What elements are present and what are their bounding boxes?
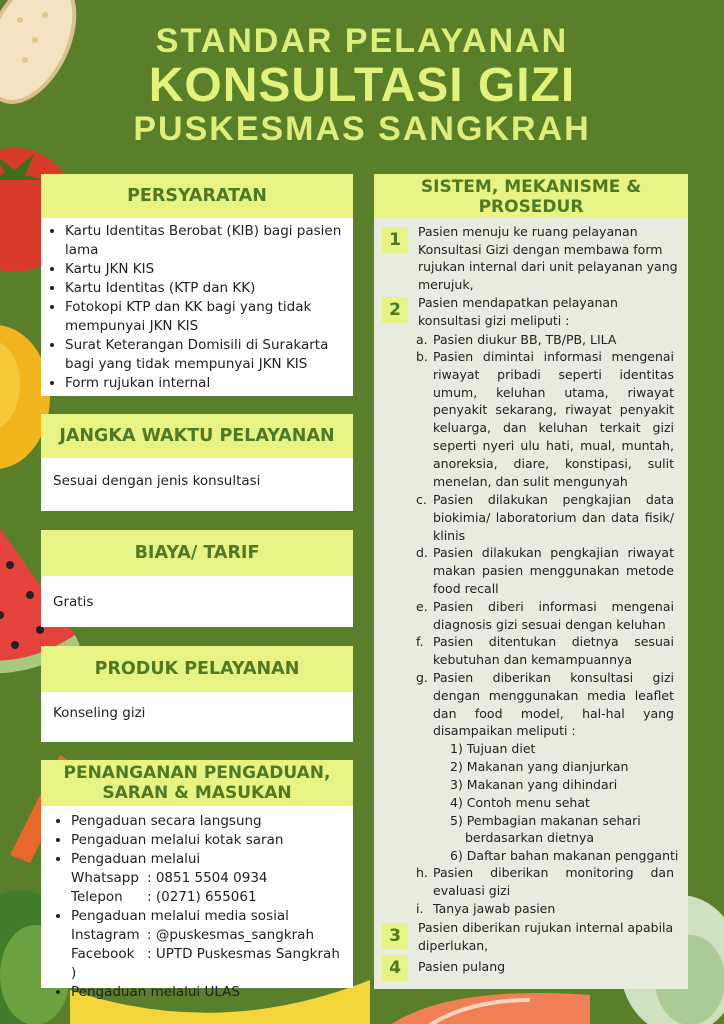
biaya-card [41,530,353,627]
produk-card [41,646,353,742]
sub-step-d [416,544,674,597]
telepon-label: Telepon [71,889,123,905]
step-text: Pasien menuju ke ruang pelayanan Konsultasi Gizi dengan membawa form rujukan internal dari unit pelayanan yang merujuk, [418,224,678,292]
numbered-item: 5) Pembagian makanan sehari [450,813,641,828]
numbered-item: 3) Makanan yang dihindari [450,777,618,792]
list-item: • Surat Keterangan Domisili di Surakarta bagi yang tidak mempunyai JKN KIS [65,336,343,374]
sub-step-g [416,669,674,740]
step-number: 1 [382,227,408,253]
sub-step-text: Pasien dilakukan pengkajian riwayat makan pasien menggunakan metode food recall [433,545,674,596]
instagram-label: Instagram [71,927,140,943]
sub-step-f [416,633,674,669]
step-number: 2 [382,297,408,323]
sub-step-letter: c. [416,492,427,507]
sub-step-letter: a. [416,332,428,347]
sub-step-text: Pasien ditentukan dietnya sesuai kebutuhan dan kemampuannya [433,634,674,667]
numbered-item: 4) Contoh menu sehat [450,795,590,810]
sub-step-letter: h. [416,865,428,880]
list-item-label: Pengaduan melalui [71,851,201,867]
title-line-1: STANDAR PELAYANAN [155,22,569,60]
list-item: • Pengaduan secara langsung [71,812,347,831]
sub-step-letter: g. [416,670,428,685]
sub-step-text: Pasien diukur BB, TB/PB, LILA [433,332,617,347]
prosedur-heading-line-2: PROSEDUR [478,197,584,217]
whatsapp-label: Whatsapp [71,870,139,886]
biaya-heading: BIAYA/ TARIF [41,530,353,576]
sub-step-text: Pasien diberikan monitoring dan evaluasi gizi [433,865,674,898]
numbered-item: 1) Tujuan diet [450,741,536,756]
biaya-text: Gratis [53,594,94,610]
list-item: • Kartu JKN KIS [65,260,343,279]
prosedur-heading [374,174,688,218]
list-item: • Form rujukan internal [65,374,343,393]
list-item: • Pengaduan melalui ULAS [71,983,347,1002]
step-number: 3 [382,923,408,949]
sub-step-text: Pasien dimintai informasi mengenai riwayat pribadi seperti identitas umum, keluhan utama, riwayat penyakit sekarang, riwayat penyakit keluarga, dan keluhan terkait gizi seperti nyeri ulu hati, mual, muntah, anoreksia, diare, konstipasi, sulit menelan, dan sulit mengunyah [433,349,674,489]
list-item [71,907,347,983]
sub-step-b [416,348,674,490]
sub-step-text: Tanya jawab pasien [433,901,556,916]
step-text: Pasien mendapatkan pelayanan konsultasi gizi meliputi : [418,295,618,328]
produk-text: Konseling gizi [53,705,146,721]
sub-step-letter: d. [416,545,428,560]
sub-step-h [416,864,674,900]
pengaduan-heading-line-2: SARAN & MASUKAN [102,783,292,803]
sub-step-letter: e. [416,599,428,614]
pengaduan-card [41,760,353,1000]
list-item: • Fotokopi KTP dan KK bagi yang tidak mempunyai JKN KIS [65,298,343,336]
facebook-label: Facebook [71,946,135,962]
persyaratan-heading: PERSYARATAN [41,174,353,218]
persyaratan-list [43,222,343,393]
pengaduan-heading [41,760,353,806]
facebook-value: : UPTD Puskesmas Sangkrah ) [71,946,340,981]
jangka-waktu-heading: JANGKA WAKTU PELAYANAN [41,414,353,458]
sub-step-text: Pasien dilakukan pengkajian data biokimia/ laboratorium dan data fisik/ klinis [433,492,674,543]
salmon-illustration [390,985,590,1024]
prosedur-card [374,174,688,989]
pengaduan-list [49,812,347,1002]
list-item [71,850,347,907]
numbered-item: 6) Daftar bahan makanan pengganti [450,848,679,863]
sub-step-text: Pasien diberi informasi mengenai diagnosis gizi sesuai dengan keluhan [433,599,674,632]
numbered-item: 2) Makanan yang dianjurkan [450,759,629,774]
sub-step-letter: f. [416,634,424,649]
jangka-waktu-card [41,414,353,511]
step-number: 4 [382,955,408,981]
sub-step-text: Pasien diberikan konsultasi gizi dengan menggunakan media leaflet dan food model, hal-hal yang disampaikan meliputi : [433,670,674,739]
title-line-3: PUSKESMAS SANGKRAH [133,110,591,148]
prosedur-heading-line-1: SISTEM, MEKANISME & [420,177,642,197]
step-text: Pasien pulang [418,959,506,974]
produk-heading: PRODUK PELAYANAN [41,646,353,692]
list-item-label: Pengaduan melalui media sosial [71,908,289,924]
list-item: • Kartu Identitas (KTP dan KK) [65,279,343,298]
sub-step-letter: b. [416,349,428,364]
step-text: Pasien diberikan rujukan internal apabila diperlukan, [418,920,674,953]
telepon-value: : (0271) 655061 [147,889,257,905]
sub-step-e [416,598,674,634]
pengaduan-heading-line-1: PENANGANAN PENGADUAN, [63,763,331,783]
title-line-2: KONSULTASI GIZI [148,59,576,112]
sub-step-a [416,331,674,349]
instagram-value: : @puskesmas_sangkrah [147,927,315,943]
list-item: • Pengaduan melalui kotak saran [71,831,347,850]
sub-step-letter: i. [416,901,424,916]
persyaratan-card [41,174,353,396]
sub-step-c [416,491,674,544]
list-item: • Kartu Identitas Berobat (KIB) bagi pasien lama [65,222,343,260]
numbered-item: berdasarkan dietnya [465,830,595,845]
sub-step-i [416,900,674,918]
jangka-waktu-text: Sesuai dengan jenis konsultasi [53,473,261,489]
whatsapp-value: : 0851 5504 0934 [147,870,268,886]
